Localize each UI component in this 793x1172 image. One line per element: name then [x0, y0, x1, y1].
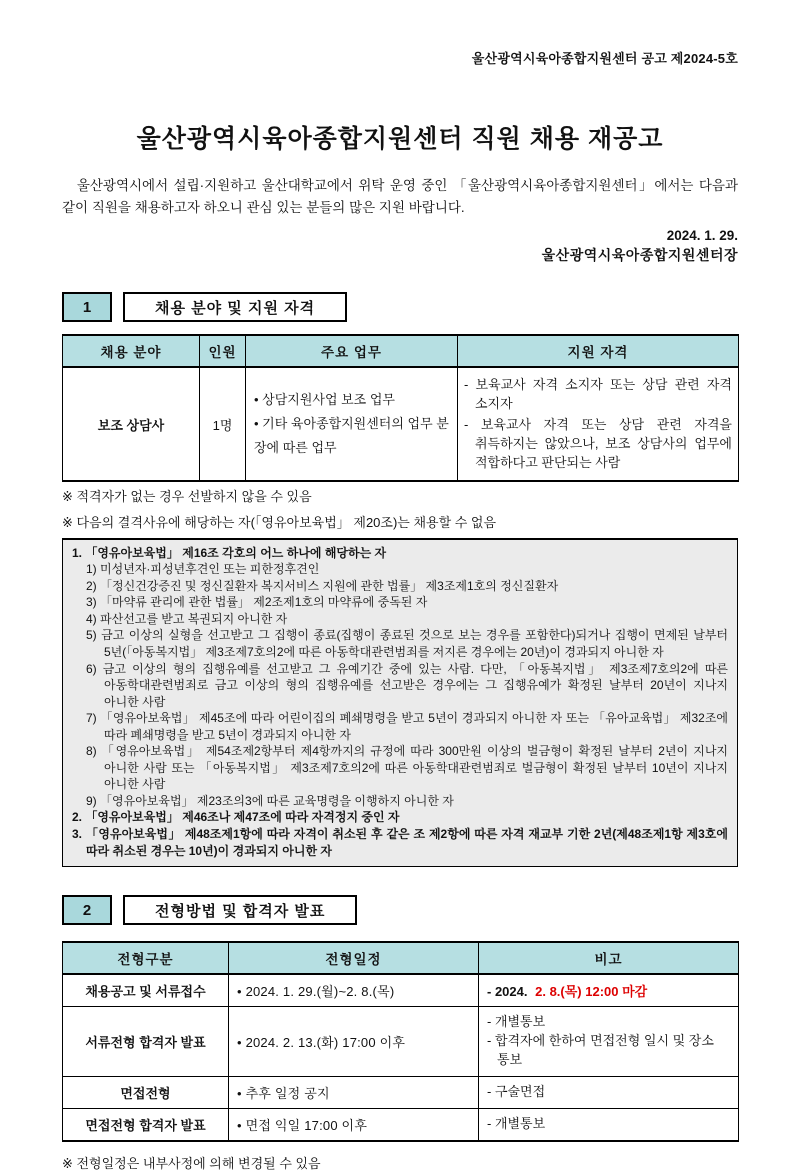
table-row-interview [63, 1076, 739, 1108]
dq-sub-item: 6) 금고 이상의 형의 집행유예를 선고받고 그 유예기간 중에 있는 사람. 다만, 「아동복지법」 제3조제7호의2에 따른 아동학대관련범죄로 금고 이상의 형의 집행유예를 선고받은 경우에는 그 집행유예가 확정된 날부터 20년이 지나지 아니한 사람 [86, 661, 728, 709]
announcer-name: 울산광역시육아종합지원센터장 [541, 247, 738, 264]
dq-sub-item: 3) 「마약류 관리에 관한 법률」 제2조제1호의 마약류에 중독된 자 [86, 595, 428, 610]
cell-schedule: • 2024. 1. 29.(월)~2. 8.(목) [229, 974, 479, 1007]
col-header-field: 채용 분야 [63, 335, 200, 367]
page-title: 울산광역시육아종합지원센터 직원 채용 재공고 [136, 125, 664, 153]
remark-item: - 구술면접 [487, 1083, 546, 1099]
col-header-count: 인원 [200, 335, 246, 367]
dq-sub-item: 5) 금고 이상의 실형을 선고받고 그 집행이 종료(집행이 종료된 것으로 보는 경우를 포함한다)되거나 집행이 면제된 날부터 5년(「아동복지법」 제3조제7호의2에 따른 아동학대관련범죄를 저지른 경우에는 20년)이 경과되지 아니한 자 [86, 628, 728, 659]
note-disqualification: ※ 다음의 결격사유에 해당하는 자(「영유아보육법」 제20조)는 채용할 수 없음 [62, 514, 497, 530]
dq-sub-item: 7) 「영유아보육법」 제45조에 따라 어린이집의 폐쇄명령을 받고 5년이 경과되지 아니한 자 또는 「유아교육법」 제32조에 따라 폐쇄명령을 받고 5년이 경과되지 아니한 자 [86, 711, 728, 742]
cell-qualifications [458, 367, 739, 481]
qualification-item: - 보육교사 자격 또는 상담 관련 자격을 취득하지는 않았으나, 보조 상담사의 업무에 적합하다고 판단되는 사람 [464, 416, 732, 470]
table-row-apply [63, 974, 739, 1007]
dq-item-3: 3. 「영유아보육법」 제48조제1항에 따라 자격이 취소된 후 같은 조 제2항에 따른 자격 재교부 기한 2년(제48조제1항 제3호에 따라 취소된 경우는 10년)이 경과되지 아니한 자 [72, 826, 728, 858]
cell-schedule: • 2024. 2. 13.(화) 17:00 이후 [229, 1007, 479, 1077]
cell-remarks [479, 974, 739, 1007]
recruitment-table-header-row [63, 335, 739, 367]
cell-count: 1명 [200, 367, 246, 481]
col-header-stage: 전형구분 [63, 942, 229, 974]
remark-item: - 합격자에 한하여 면접전형 일시 및 장소 통보 [487, 1032, 714, 1067]
dq-item-1: 1. 「영유아보육법」 제16조 각호의 어느 하나에 해당하는 자 [72, 545, 387, 560]
recruitment-table [62, 334, 739, 482]
dq-sub-item: 8) 「영유아보육법」 제54조제2항부터 제4항까지의 규정에 따라 300만원 이상의 벌금형이 확정된 날부터 2년이 지나지 아니한 사람 또는 「아동복지법」 제3조제7호의2에 따른 아동학대관련범죄로 벌금형이 확정된 날부터 10년이 지나지 아니한 사람 [86, 744, 728, 792]
cell-duties [246, 367, 458, 481]
cell-remarks [479, 1076, 739, 1108]
col-header-remarks: 비고 [479, 942, 739, 974]
disqualification-box [62, 538, 738, 867]
cell-stage: 면접전형 [63, 1076, 229, 1108]
cell-stage: 서류전형 합격자 발표 [63, 1007, 229, 1077]
duty-item: • 상담지원사업 보조 업무 [254, 392, 395, 408]
section1-title: 채용 분야 및 지원 자격 [123, 292, 347, 322]
table-row [63, 367, 739, 481]
col-header-duties: 주요 업무 [246, 335, 458, 367]
dq-sub-item: 1) 미성년자·피성년후견인 또는 피한정후견인 [86, 562, 320, 577]
section1-number-badge: 1 [62, 292, 112, 322]
note-no-selection: ※ 적격자가 없는 경우 선발하지 않을 수 있음 [62, 489, 312, 505]
intro-paragraph: 울산광역시에서 설립·지원하고 울산대학교에서 위탁 운영 중인 「울산광역시육아종합지원센터」에서는 다음과 같이 직원을 채용하고자 하오니 관심 있는 분들의 많은 지원 바랍니다. [62, 178, 738, 215]
cell-remarks [479, 1108, 739, 1141]
qualification-item: - 보육교사 자격 소지자 또는 상담 관련 자격 소지자 [464, 377, 732, 412]
cell-schedule: • 면접 익일 17:00 이후 [229, 1108, 479, 1141]
remark-item: - 개별통보 [487, 1115, 546, 1131]
cell-remarks [479, 1007, 739, 1077]
table-row-interview-result [63, 1108, 739, 1141]
dq-sub-item: 9) 「영유아보육법」 제23조의3에 따른 교육명령을 이행하지 아니한 자 [86, 793, 454, 808]
cell-stage: 채용공고 및 서류접수 [63, 974, 229, 1007]
section2-number-badge: 2 [62, 895, 112, 925]
duty-item: • 기타 육아종합지원센터의 업무 분장에 따른 업무 [254, 416, 449, 456]
col-header-qualification: 지원 자격 [458, 335, 739, 367]
cell-field: 보조 상담사 [63, 367, 200, 481]
section1-header [62, 292, 738, 322]
col-header-schedule: 전형일정 [229, 942, 479, 974]
deadline-prefix: - 2024. [487, 984, 528, 1000]
table-row-doc-result [63, 1007, 739, 1077]
cell-stage: 면접전형 합격자 발표 [63, 1108, 229, 1141]
dq-sub-item: 4) 파산선고를 받고 복권되지 아니한 자 [86, 611, 288, 626]
section2-header [62, 895, 738, 925]
notice-number: 울산광역시육아종합지원센터 공고 제2024-5호 [471, 51, 738, 66]
selection-schedule-table [62, 941, 739, 1142]
section2-title: 전형방법 및 합격자 발표 [123, 895, 357, 925]
remark-item: - 개별통보 [487, 1014, 546, 1030]
schedule-change-note: ※ 전형일정은 내부사정에 의해 변경될 수 있음 [62, 1155, 321, 1171]
dq-sub-item: 2) 「정신건강증진 및 정신질환자 복지서비스 지원에 관한 법률」 제3조제1호의 정신질환자 [86, 578, 559, 593]
cell-schedule: • 추후 일정 공지 [229, 1076, 479, 1108]
schedule-table-header-row [63, 942, 739, 974]
deadline-highlight: 2. 8.(목) 12:00 마감 [535, 984, 648, 1000]
announcement-date: 2024. 1. 29. [666, 228, 738, 244]
dq-item-2: 2. 「영유아보육법」 제46조나 제47조에 따라 자격정지 중인 자 [72, 810, 400, 825]
